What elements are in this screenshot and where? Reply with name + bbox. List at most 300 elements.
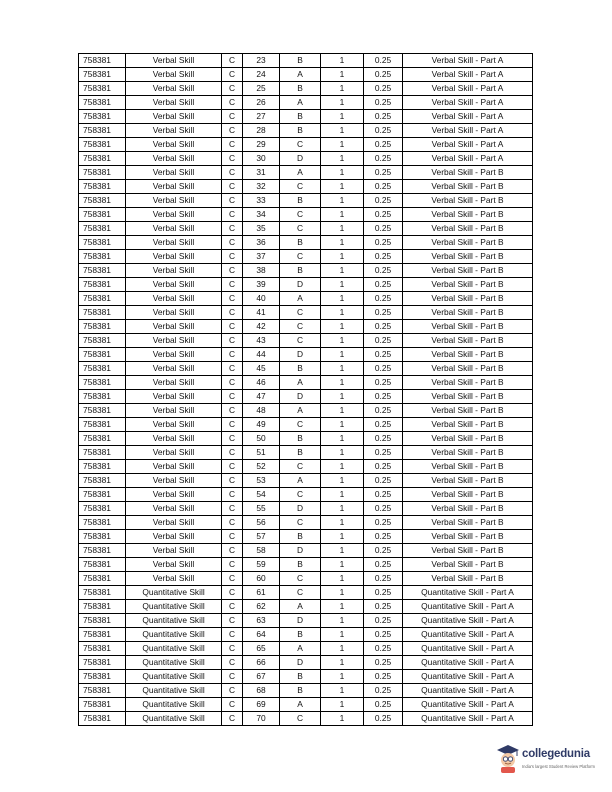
cell-code: 758381 [79,502,126,516]
cell-subject: Quantitative Skill [126,642,222,656]
table-row [79,236,533,250]
cell-section: Verbal Skill - Part B [403,320,533,334]
cell-type: C [222,306,243,320]
cell-subject: Verbal Skill [126,166,222,180]
cell-type: C [222,320,243,334]
cell-question-no: 25 [243,82,280,96]
cell-code: 758381 [79,460,126,474]
cell-code: 758381 [79,670,126,684]
cell-negative-marks: 0.25 [364,166,403,180]
cell-type: C [222,124,243,138]
student-mascot-icon [496,744,520,774]
table-row [79,208,533,222]
cell-subject: Verbal Skill [126,236,222,250]
cell-question-no: 32 [243,180,280,194]
cell-type: C [222,642,243,656]
cell-question-no: 28 [243,124,280,138]
cell-question-no: 34 [243,208,280,222]
cell-answer: B [280,362,321,376]
cell-code: 758381 [79,628,126,642]
cell-answer: C [280,488,321,502]
cell-question-no: 24 [243,68,280,82]
cell-question-no: 36 [243,236,280,250]
cell-code: 758381 [79,68,126,82]
cell-negative-marks: 0.25 [364,516,403,530]
cell-code: 758381 [79,544,126,558]
table-row [79,614,533,628]
cell-subject: Quantitative Skill [126,628,222,642]
cell-type: C [222,152,243,166]
cell-marks: 1 [321,586,364,600]
cell-answer: B [280,628,321,642]
cell-code: 758381 [79,236,126,250]
cell-answer: A [280,600,321,614]
cell-section: Verbal Skill - Part A [403,54,533,68]
table-row [79,572,533,586]
cell-code: 758381 [79,166,126,180]
cell-type: C [222,68,243,82]
cell-question-no: 26 [243,96,280,110]
cell-code: 758381 [79,586,126,600]
cell-subject: Verbal Skill [126,474,222,488]
cell-marks: 1 [321,292,364,306]
cell-marks: 1 [321,432,364,446]
cell-marks: 1 [321,642,364,656]
cell-subject: Quantitative Skill [126,656,222,670]
cell-code: 758381 [79,138,126,152]
cell-code: 758381 [79,124,126,138]
cell-subject: Verbal Skill [126,250,222,264]
cell-question-no: 35 [243,222,280,236]
cell-type: C [222,390,243,404]
cell-question-no: 55 [243,502,280,516]
table-row [79,320,533,334]
cell-marks: 1 [321,544,364,558]
cell-negative-marks: 0.25 [364,614,403,628]
cell-negative-marks: 0.25 [364,530,403,544]
cell-negative-marks: 0.25 [364,236,403,250]
cell-answer: D [280,656,321,670]
cell-type: C [222,670,243,684]
cell-section: Verbal Skill - Part A [403,110,533,124]
cell-section: Quantitative Skill - Part A [403,614,533,628]
cell-question-no: 50 [243,432,280,446]
table-row [79,712,533,726]
table-row [79,390,533,404]
cell-type: C [222,572,243,586]
cell-section: Verbal Skill - Part A [403,152,533,166]
cell-subject: Verbal Skill [126,418,222,432]
cell-subject: Quantitative Skill [126,670,222,684]
cell-type: C [222,376,243,390]
cell-question-no: 63 [243,614,280,628]
cell-section: Verbal Skill - Part B [403,502,533,516]
cell-negative-marks: 0.25 [364,138,403,152]
table-row [79,642,533,656]
cell-negative-marks: 0.25 [364,124,403,138]
cell-question-no: 33 [243,194,280,208]
cell-subject: Verbal Skill [126,264,222,278]
cell-section: Verbal Skill - Part B [403,446,533,460]
cell-section: Verbal Skill - Part A [403,124,533,138]
cell-question-no: 60 [243,572,280,586]
cell-marks: 1 [321,180,364,194]
cell-subject: Quantitative Skill [126,614,222,628]
cell-marks: 1 [321,82,364,96]
cell-negative-marks: 0.25 [364,418,403,432]
cell-code: 758381 [79,642,126,656]
cell-question-no: 39 [243,278,280,292]
cell-subject: Verbal Skill [126,516,222,530]
cell-marks: 1 [321,656,364,670]
cell-code: 758381 [79,250,126,264]
cell-code: 758381 [79,348,126,362]
cell-subject: Verbal Skill [126,404,222,418]
cell-question-no: 43 [243,334,280,348]
cell-question-no: 40 [243,292,280,306]
cell-marks: 1 [321,614,364,628]
cell-question-no: 66 [243,656,280,670]
cell-question-no: 69 [243,698,280,712]
cell-negative-marks: 0.25 [364,642,403,656]
cell-type: C [222,530,243,544]
cell-question-no: 42 [243,320,280,334]
cell-code: 758381 [79,82,126,96]
cell-question-no: 29 [243,138,280,152]
cell-section: Verbal Skill - Part B [403,222,533,236]
cell-answer: B [280,236,321,250]
cell-answer: C [280,586,321,600]
cell-code: 758381 [79,264,126,278]
table-row [79,68,533,82]
cell-answer: C [280,418,321,432]
table-row [79,586,533,600]
cell-code: 758381 [79,208,126,222]
cell-marks: 1 [321,278,364,292]
cell-subject: Verbal Skill [126,460,222,474]
cell-marks: 1 [321,516,364,530]
cell-code: 758381 [79,516,126,530]
cell-type: C [222,460,243,474]
cell-marks: 1 [321,572,364,586]
cell-marks: 1 [321,68,364,82]
table-row [79,54,533,68]
cell-type: C [222,278,243,292]
cell-code: 758381 [79,614,126,628]
cell-negative-marks: 0.25 [364,54,403,68]
cell-question-no: 46 [243,376,280,390]
cell-type: C [222,544,243,558]
cell-marks: 1 [321,138,364,152]
cell-subject: Verbal Skill [126,278,222,292]
cell-negative-marks: 0.25 [364,390,403,404]
cell-type: C [222,488,243,502]
cell-section: Verbal Skill - Part B [403,418,533,432]
logo-tagline: India's largest Student Review Platform [522,764,595,769]
cell-section: Quantitative Skill - Part A [403,628,533,642]
cell-section: Verbal Skill - Part B [403,348,533,362]
cell-subject: Verbal Skill [126,152,222,166]
cell-section: Verbal Skill - Part B [403,180,533,194]
table-row [79,600,533,614]
cell-subject: Verbal Skill [126,194,222,208]
cell-marks: 1 [321,250,364,264]
cell-question-no: 31 [243,166,280,180]
cell-type: C [222,138,243,152]
cell-answer: C [280,306,321,320]
table-row [79,264,533,278]
cell-answer: B [280,530,321,544]
cell-answer: C [280,250,321,264]
cell-negative-marks: 0.25 [364,474,403,488]
cell-section: Verbal Skill - Part B [403,166,533,180]
cell-marks: 1 [321,306,364,320]
cell-negative-marks: 0.25 [364,306,403,320]
table-row [79,152,533,166]
cell-code: 758381 [79,600,126,614]
cell-marks: 1 [321,488,364,502]
cell-question-no: 68 [243,684,280,698]
table-row [79,530,533,544]
table-row [79,292,533,306]
cell-negative-marks: 0.25 [364,502,403,516]
cell-section: Quantitative Skill - Part A [403,642,533,656]
cell-negative-marks: 0.25 [364,432,403,446]
table-row [79,222,533,236]
table-body [79,54,533,726]
cell-section: Verbal Skill - Part B [403,376,533,390]
table-row [79,418,533,432]
cell-type: C [222,586,243,600]
cell-type: C [222,348,243,362]
cell-negative-marks: 0.25 [364,334,403,348]
cell-section: Quantitative Skill - Part A [403,670,533,684]
cell-answer: C [280,516,321,530]
cell-code: 758381 [79,712,126,726]
cell-type: C [222,558,243,572]
cell-negative-marks: 0.25 [364,698,403,712]
cell-type: C [222,712,243,726]
table-row [79,166,533,180]
cell-type: C [222,264,243,278]
cell-marks: 1 [321,698,364,712]
cell-type: C [222,656,243,670]
cell-code: 758381 [79,404,126,418]
cell-answer: A [280,404,321,418]
cell-question-no: 56 [243,516,280,530]
cell-section: Verbal Skill - Part B [403,250,533,264]
table-row [79,404,533,418]
cell-subject: Verbal Skill [126,96,222,110]
cell-answer: C [280,460,321,474]
cell-negative-marks: 0.25 [364,250,403,264]
cell-subject: Quantitative Skill [126,586,222,600]
cell-marks: 1 [321,236,364,250]
table-row [79,474,533,488]
cell-section: Verbal Skill - Part B [403,516,533,530]
cell-section: Quantitative Skill - Part A [403,600,533,614]
cell-code: 758381 [79,306,126,320]
cell-marks: 1 [321,530,364,544]
cell-negative-marks: 0.25 [364,558,403,572]
cell-answer: B [280,446,321,460]
cell-negative-marks: 0.25 [364,194,403,208]
cell-answer: C [280,222,321,236]
cell-type: C [222,96,243,110]
cell-negative-marks: 0.25 [364,348,403,362]
cell-answer: A [280,474,321,488]
table-row [79,96,533,110]
cell-answer: B [280,82,321,96]
cell-code: 758381 [79,320,126,334]
cell-marks: 1 [321,474,364,488]
cell-section: Verbal Skill - Part B [403,334,533,348]
cell-code: 758381 [79,558,126,572]
collegedunia-logo [496,742,610,782]
cell-subject: Verbal Skill [126,82,222,96]
cell-type: C [222,54,243,68]
cell-question-no: 51 [243,446,280,460]
cell-answer: C [280,320,321,334]
cell-question-no: 30 [243,152,280,166]
table-row [79,656,533,670]
cell-subject: Verbal Skill [126,376,222,390]
cell-marks: 1 [321,96,364,110]
cell-code: 758381 [79,488,126,502]
cell-question-no: 41 [243,306,280,320]
cell-negative-marks: 0.25 [364,544,403,558]
cell-type: C [222,362,243,376]
cell-code: 758381 [79,376,126,390]
cell-code: 758381 [79,292,126,306]
cell-section: Verbal Skill - Part B [403,460,533,474]
cell-question-no: 23 [243,54,280,68]
cell-subject: Verbal Skill [126,446,222,460]
cell-section: Quantitative Skill - Part A [403,656,533,670]
cell-subject: Verbal Skill [126,68,222,82]
cell-marks: 1 [321,684,364,698]
cell-marks: 1 [321,264,364,278]
table-row [79,432,533,446]
table-row [79,488,533,502]
cell-negative-marks: 0.25 [364,712,403,726]
cell-type: C [222,180,243,194]
cell-subject: Verbal Skill [126,362,222,376]
cell-negative-marks: 0.25 [364,656,403,670]
table-row [79,502,533,516]
cell-answer: D [280,390,321,404]
cell-section: Verbal Skill - Part B [403,474,533,488]
cell-subject: Verbal Skill [126,432,222,446]
cell-code: 758381 [79,698,126,712]
cell-subject: Quantitative Skill [126,600,222,614]
table-row [79,698,533,712]
cell-answer: A [280,68,321,82]
cell-section: Quantitative Skill - Part A [403,698,533,712]
cell-answer: B [280,194,321,208]
cell-answer: C [280,208,321,222]
cell-type: C [222,614,243,628]
cell-type: C [222,474,243,488]
cell-subject: Verbal Skill [126,306,222,320]
cell-answer: D [280,152,321,166]
cell-question-no: 65 [243,642,280,656]
cell-section: Verbal Skill - Part B [403,544,533,558]
table-row [79,194,533,208]
cell-marks: 1 [321,54,364,68]
cell-subject: Verbal Skill [126,348,222,362]
cell-negative-marks: 0.25 [364,152,403,166]
cell-subject: Verbal Skill [126,390,222,404]
cell-marks: 1 [321,320,364,334]
cell-code: 758381 [79,152,126,166]
cell-subject: Verbal Skill [126,208,222,222]
cell-question-no: 58 [243,544,280,558]
cell-negative-marks: 0.25 [364,82,403,96]
cell-subject: Verbal Skill [126,544,222,558]
cell-question-no: 62 [243,600,280,614]
cell-type: C [222,110,243,124]
cell-answer: B [280,670,321,684]
cell-subject: Quantitative Skill [126,712,222,726]
cell-code: 758381 [79,194,126,208]
cell-answer: D [280,614,321,628]
cell-marks: 1 [321,628,364,642]
cell-section: Verbal Skill - Part A [403,96,533,110]
cell-question-no: 57 [243,530,280,544]
table-row [79,110,533,124]
cell-section: Verbal Skill - Part B [403,208,533,222]
table-row [79,684,533,698]
cell-section: Verbal Skill - Part B [403,236,533,250]
cell-marks: 1 [321,418,364,432]
cell-marks: 1 [321,446,364,460]
cell-type: C [222,236,243,250]
cell-answer: D [280,348,321,362]
table-row [79,670,533,684]
cell-type: C [222,208,243,222]
cell-type: C [222,82,243,96]
cell-code: 758381 [79,222,126,236]
cell-code: 758381 [79,572,126,586]
cell-negative-marks: 0.25 [364,320,403,334]
cell-code: 758381 [79,54,126,68]
cell-section: Verbal Skill - Part B [403,572,533,586]
cell-negative-marks: 0.25 [364,292,403,306]
cell-section: Quantitative Skill - Part A [403,586,533,600]
cell-subject: Verbal Skill [126,530,222,544]
cell-section: Verbal Skill - Part B [403,278,533,292]
cell-question-no: 37 [243,250,280,264]
cell-section: Quantitative Skill - Part A [403,712,533,726]
cell-code: 758381 [79,362,126,376]
table-row [79,138,533,152]
table-row [79,544,533,558]
cell-negative-marks: 0.25 [364,586,403,600]
cell-question-no: 27 [243,110,280,124]
cell-code: 758381 [79,474,126,488]
cell-code: 758381 [79,432,126,446]
cell-code: 758381 [79,684,126,698]
cell-subject: Verbal Skill [126,222,222,236]
cell-marks: 1 [321,208,364,222]
logo-brand-text: collegedunia [522,748,590,760]
cell-answer: A [280,292,321,306]
cell-section: Verbal Skill - Part B [403,194,533,208]
cell-question-no: 70 [243,712,280,726]
cell-question-no: 45 [243,362,280,376]
cell-question-no: 54 [243,488,280,502]
